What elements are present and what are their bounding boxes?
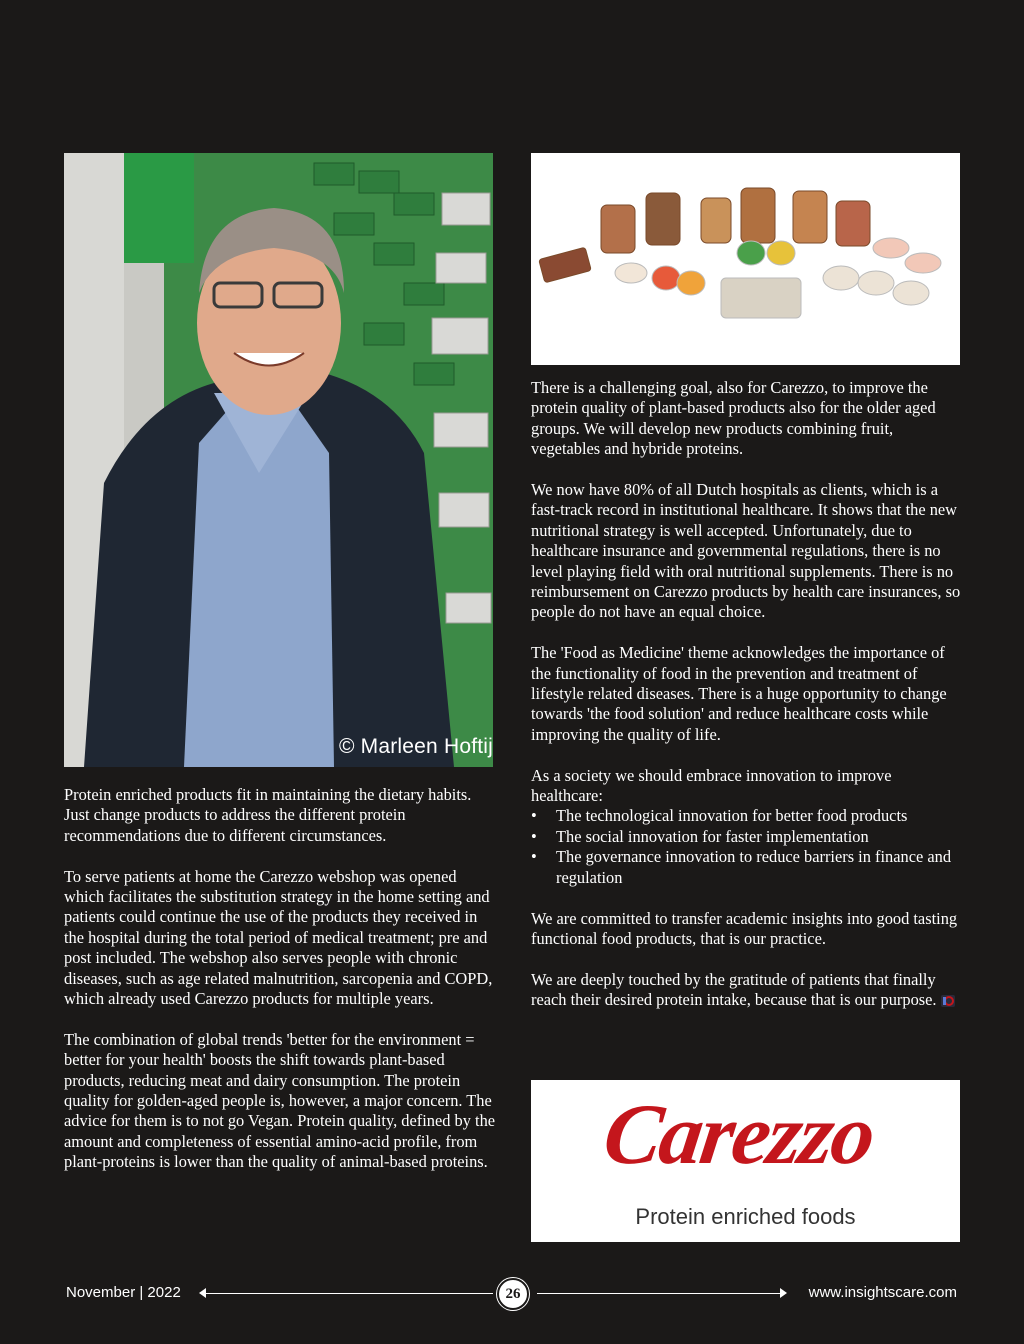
right-column [531, 378, 963, 1031]
paragraph: Protein enriched products fit in maintaining the dietary habits. Just change products to address the different protein recommendations due to different circumstances. [64, 785, 472, 845]
paragraph: The combination of global trends 'better for the environment = better for your health' boosts the shift towards plant-based products, reducing meat and dairy consumption. The protein quality for golden-aged people is, however, a major concern. The advice for them is to not go Vegan. Protein quality, defined by the amount and completeness of essential amino-acid profile, from plant-proteins is lower than the quality of animal-based proteins. [64, 1029, 496, 1172]
bullet-icon: • [531, 806, 537, 826]
paragraph: We are committed to transfer academic insights into good tasting functional food products, that is our practice. [531, 908, 958, 948]
paragraph-final [531, 970, 963, 1011]
paragraph: We now have 80% of all Dutch hospitals as clients, which is a fast-track record in institutional healthcare. It shows that the new nutritional strategy is well accepted. Unfortunately, due to healthcare insurance and governmental regulations, there is no level playing field with oral nutritional supplements. There is no reimbursement on Carezzo products by health care insurances, so people do not have an equal choice. [531, 480, 961, 622]
product-illustration [531, 153, 960, 365]
carezzo-logo [531, 1080, 960, 1242]
logo-wordmark: Carezzo [598, 1086, 880, 1182]
photo-credit: © Marleen Hoftij [338, 735, 493, 758]
list-item [531, 827, 963, 847]
paragraph-text: We are deeply touched by the gratitude of patients that finally reach their desired protein intake, because that is our purpose. [531, 969, 937, 1010]
logo-tagline: Protein enriched foods [635, 1204, 856, 1229]
paragraph: To serve patients at home the Carezzo webshop was opened which facilitates the substitution strategy in the home setting and patients could continue the use of the products they received in the hospital during the total period of medical treatment; pre and post included. The webshop also serves people with chronic diseases, such as age related malnutrition, sarcopenia and COPD, which already used Carezzo products for multiple years. [64, 866, 493, 1009]
footer-divider-right [537, 1293, 780, 1294]
portrait-illustration [64, 153, 493, 767]
footer-divider-left [205, 1293, 493, 1294]
list-item [531, 806, 963, 826]
left-column [64, 785, 496, 1193]
bullet-icon: • [531, 826, 537, 846]
paragraph: As a society we should embrace innovation to improve healthcare: [531, 765, 892, 806]
arrow-right-icon [780, 1288, 787, 1298]
paragraph: There is a challenging goal, also for Carezzo, to improve the protein quality of plant-based products also for the older aged groups. We will develop new products combining fruit, vegetables and hybride proteins. [531, 378, 936, 459]
end-mark-icon [941, 995, 955, 1007]
bullet-list [531, 806, 963, 888]
footer-date: November | 2022 [66, 1284, 181, 1301]
list-item [531, 847, 963, 888]
page-number: 26 [497, 1278, 529, 1310]
product-photo [531, 153, 960, 365]
list-item-text: The social innovation for faster implementation [556, 826, 869, 846]
portrait-photo [64, 153, 493, 767]
paragraph: The 'Food as Medicine' theme acknowledges the importance of the functionality of food in the prevention and treatment of lifestyle related diseases. There is a huge opportunity to change towards 'the food solution' and reduce healthcare costs while improving the quality of life. [531, 643, 947, 744]
bullet-icon: • [531, 847, 537, 867]
list-item-text: The technological innovation for better food products [556, 806, 908, 826]
page-footer [0, 1278, 1024, 1308]
list-item-text: The governance innovation to reduce barriers in finance and regulation [556, 847, 952, 887]
footer-website[interactable]: www.insightscare.com [808, 1284, 957, 1301]
